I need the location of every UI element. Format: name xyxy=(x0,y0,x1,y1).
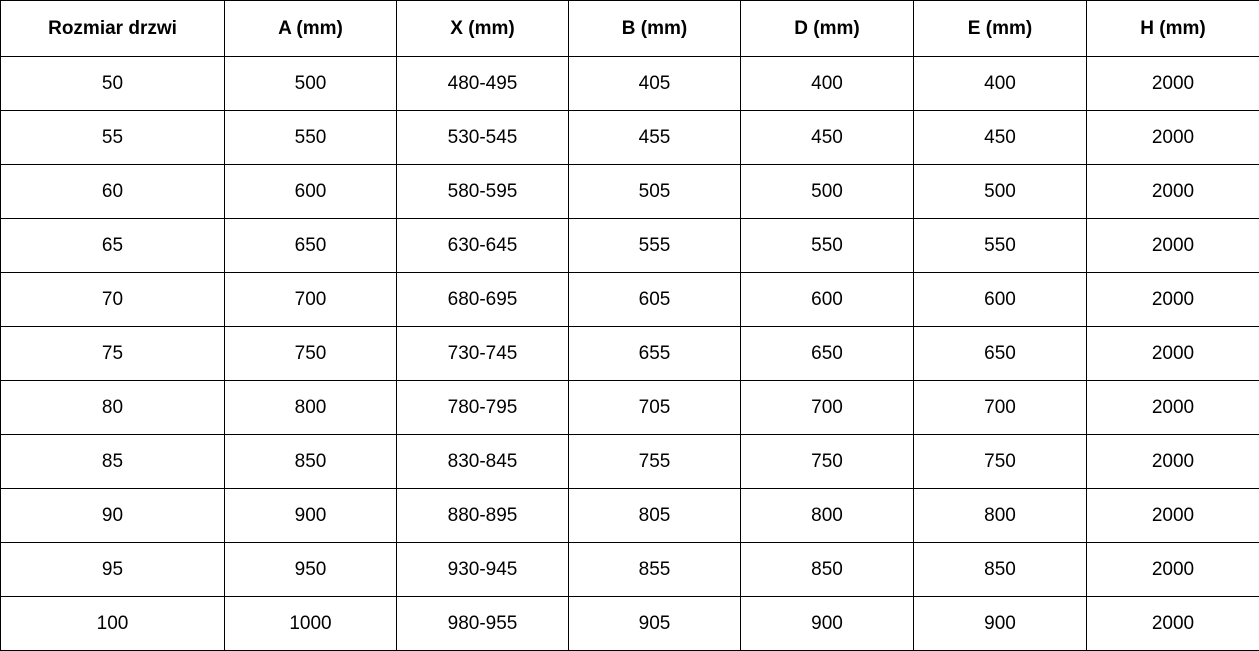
cell-e: 550 xyxy=(914,219,1087,273)
cell-h: 2000 xyxy=(1087,381,1259,435)
cell-a: 650 xyxy=(225,219,397,273)
cell-d: 500 xyxy=(741,165,914,219)
cell-b: 755 xyxy=(569,435,741,489)
cell-h: 2000 xyxy=(1087,219,1259,273)
cell-a: 950 xyxy=(225,543,397,597)
cell-d: 800 xyxy=(741,489,914,543)
cell-a: 750 xyxy=(225,327,397,381)
cell-a: 800 xyxy=(225,381,397,435)
cell-d: 750 xyxy=(741,435,914,489)
cell-h: 2000 xyxy=(1087,435,1259,489)
cell-door-size: 65 xyxy=(1,219,225,273)
cell-e: 450 xyxy=(914,111,1087,165)
cell-x: 630-645 xyxy=(397,219,569,273)
table-row xyxy=(1,165,1259,219)
cell-h: 2000 xyxy=(1087,489,1259,543)
cell-door-size: 75 xyxy=(1,327,225,381)
cell-e: 650 xyxy=(914,327,1087,381)
cell-x: 530-545 xyxy=(397,111,569,165)
cell-a: 900 xyxy=(225,489,397,543)
cell-b: 705 xyxy=(569,381,741,435)
cell-h: 2000 xyxy=(1087,327,1259,381)
cell-d: 650 xyxy=(741,327,914,381)
table-row xyxy=(1,273,1259,327)
cell-b: 805 xyxy=(569,489,741,543)
cell-x: 780-795 xyxy=(397,381,569,435)
cell-h: 2000 xyxy=(1087,597,1259,651)
cell-d: 600 xyxy=(741,273,914,327)
cell-x: 730-745 xyxy=(397,327,569,381)
column-header-b: B (mm) xyxy=(569,1,741,57)
cell-h: 2000 xyxy=(1087,111,1259,165)
table-row xyxy=(1,489,1259,543)
cell-b: 855 xyxy=(569,543,741,597)
cell-b: 905 xyxy=(569,597,741,651)
table-row xyxy=(1,435,1259,489)
cell-e: 600 xyxy=(914,273,1087,327)
table-header-row xyxy=(1,1,1259,57)
cell-door-size: 85 xyxy=(1,435,225,489)
cell-b: 605 xyxy=(569,273,741,327)
cell-x: 930-945 xyxy=(397,543,569,597)
cell-e: 850 xyxy=(914,543,1087,597)
cell-door-size: 100 xyxy=(1,597,225,651)
cell-d: 850 xyxy=(741,543,914,597)
cell-h: 2000 xyxy=(1087,273,1259,327)
column-header-e: E (mm) xyxy=(914,1,1087,57)
cell-x: 580-595 xyxy=(397,165,569,219)
cell-x: 830-845 xyxy=(397,435,569,489)
cell-x: 680-695 xyxy=(397,273,569,327)
cell-door-size: 80 xyxy=(1,381,225,435)
cell-door-size: 50 xyxy=(1,57,225,111)
cell-b: 405 xyxy=(569,57,741,111)
column-header-x: X (mm) xyxy=(397,1,569,57)
cell-door-size: 95 xyxy=(1,543,225,597)
cell-b: 455 xyxy=(569,111,741,165)
table-row xyxy=(1,543,1259,597)
cell-a: 850 xyxy=(225,435,397,489)
table-row xyxy=(1,597,1259,651)
table-row xyxy=(1,111,1259,165)
cell-e: 750 xyxy=(914,435,1087,489)
table-header xyxy=(1,1,1259,57)
table-row xyxy=(1,57,1259,111)
cell-e: 800 xyxy=(914,489,1087,543)
cell-x: 980-955 xyxy=(397,597,569,651)
cell-a: 700 xyxy=(225,273,397,327)
cell-d: 700 xyxy=(741,381,914,435)
table-row xyxy=(1,381,1259,435)
cell-a: 1000 xyxy=(225,597,397,651)
column-header-door-size: Rozmiar drzwi xyxy=(1,1,225,57)
cell-a: 500 xyxy=(225,57,397,111)
cell-d: 900 xyxy=(741,597,914,651)
cell-a: 550 xyxy=(225,111,397,165)
cell-b: 555 xyxy=(569,219,741,273)
table-row xyxy=(1,327,1259,381)
cell-e: 400 xyxy=(914,57,1087,111)
cell-e: 700 xyxy=(914,381,1087,435)
cell-door-size: 55 xyxy=(1,111,225,165)
table-body xyxy=(1,57,1259,651)
cell-d: 550 xyxy=(741,219,914,273)
column-header-a: A (mm) xyxy=(225,1,397,57)
cell-b: 655 xyxy=(569,327,741,381)
cell-b: 505 xyxy=(569,165,741,219)
cell-d: 400 xyxy=(741,57,914,111)
cell-e: 900 xyxy=(914,597,1087,651)
cell-h: 2000 xyxy=(1087,57,1259,111)
cell-d: 450 xyxy=(741,111,914,165)
table-row xyxy=(1,219,1259,273)
cell-x: 880-895 xyxy=(397,489,569,543)
cell-h: 2000 xyxy=(1087,165,1259,219)
cell-e: 500 xyxy=(914,165,1087,219)
cell-door-size: 90 xyxy=(1,489,225,543)
cell-h: 2000 xyxy=(1087,543,1259,597)
cell-door-size: 70 xyxy=(1,273,225,327)
cell-a: 600 xyxy=(225,165,397,219)
column-header-h: H (mm) xyxy=(1087,1,1259,57)
cell-door-size: 60 xyxy=(1,165,225,219)
column-header-d: D (mm) xyxy=(741,1,914,57)
cell-x: 480-495 xyxy=(397,57,569,111)
